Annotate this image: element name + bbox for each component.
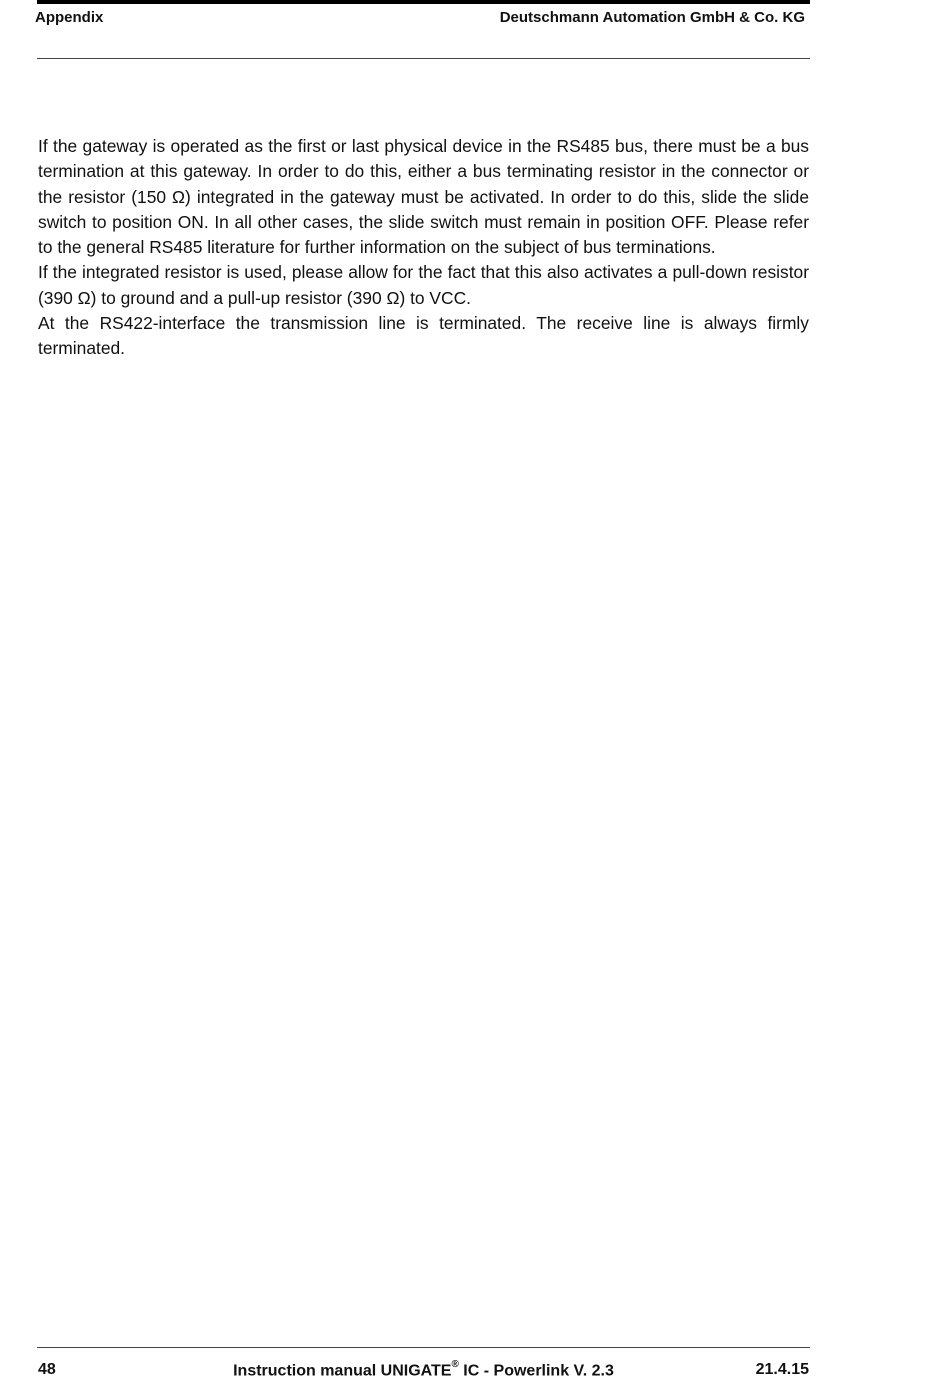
registered-mark: ® (451, 1359, 459, 1370)
document-date: 21.4.15 (755, 1361, 809, 1378)
paragraph-bus-termination: If the gateway is operated as the first or last physical device in the RS485 bus, there must be a bus termination at this gateway. In order to do this, either a bus terminating resistor in the connector or the resistor (150 Ω) integrated in the gateway must be activated. In order to do this, slide the slide switch to position ON. In all other cases, the slide switch must remain in position OFF. Please refer to the general RS485 literature for further information on the subject of bus terminations. (38, 136, 809, 258)
page-header (35, 9, 805, 29)
document-title-suffix: IC - Powerlink V. 2.3 (458, 1362, 614, 1380)
page-number: 48 (38, 1361, 56, 1378)
header-section: Appendix (35, 9, 104, 26)
paragraph-integrated-resistor: If the integrated resistor is used, please allow for the fact that this also activates a pull-down resistor (390 Ω) to ground and a pull-up resistor (390 Ω) to VCC. (38, 262, 809, 308)
document-title (38, 1361, 809, 1380)
header-divider (37, 58, 810, 59)
header-company: Deutschmann Automation GmbH & Co. KG (499, 9, 805, 26)
document-title-prefix: Instruction manual UNIGATE (233, 1362, 452, 1380)
page-footer (38, 1361, 809, 1383)
paragraph-rs422: At the RS422-interface the transmission line is terminated. The receive line is always firmly terminated. (38, 313, 809, 359)
footer-divider (37, 1347, 810, 1348)
body-text (38, 134, 809, 362)
top-rule (37, 0, 810, 4)
